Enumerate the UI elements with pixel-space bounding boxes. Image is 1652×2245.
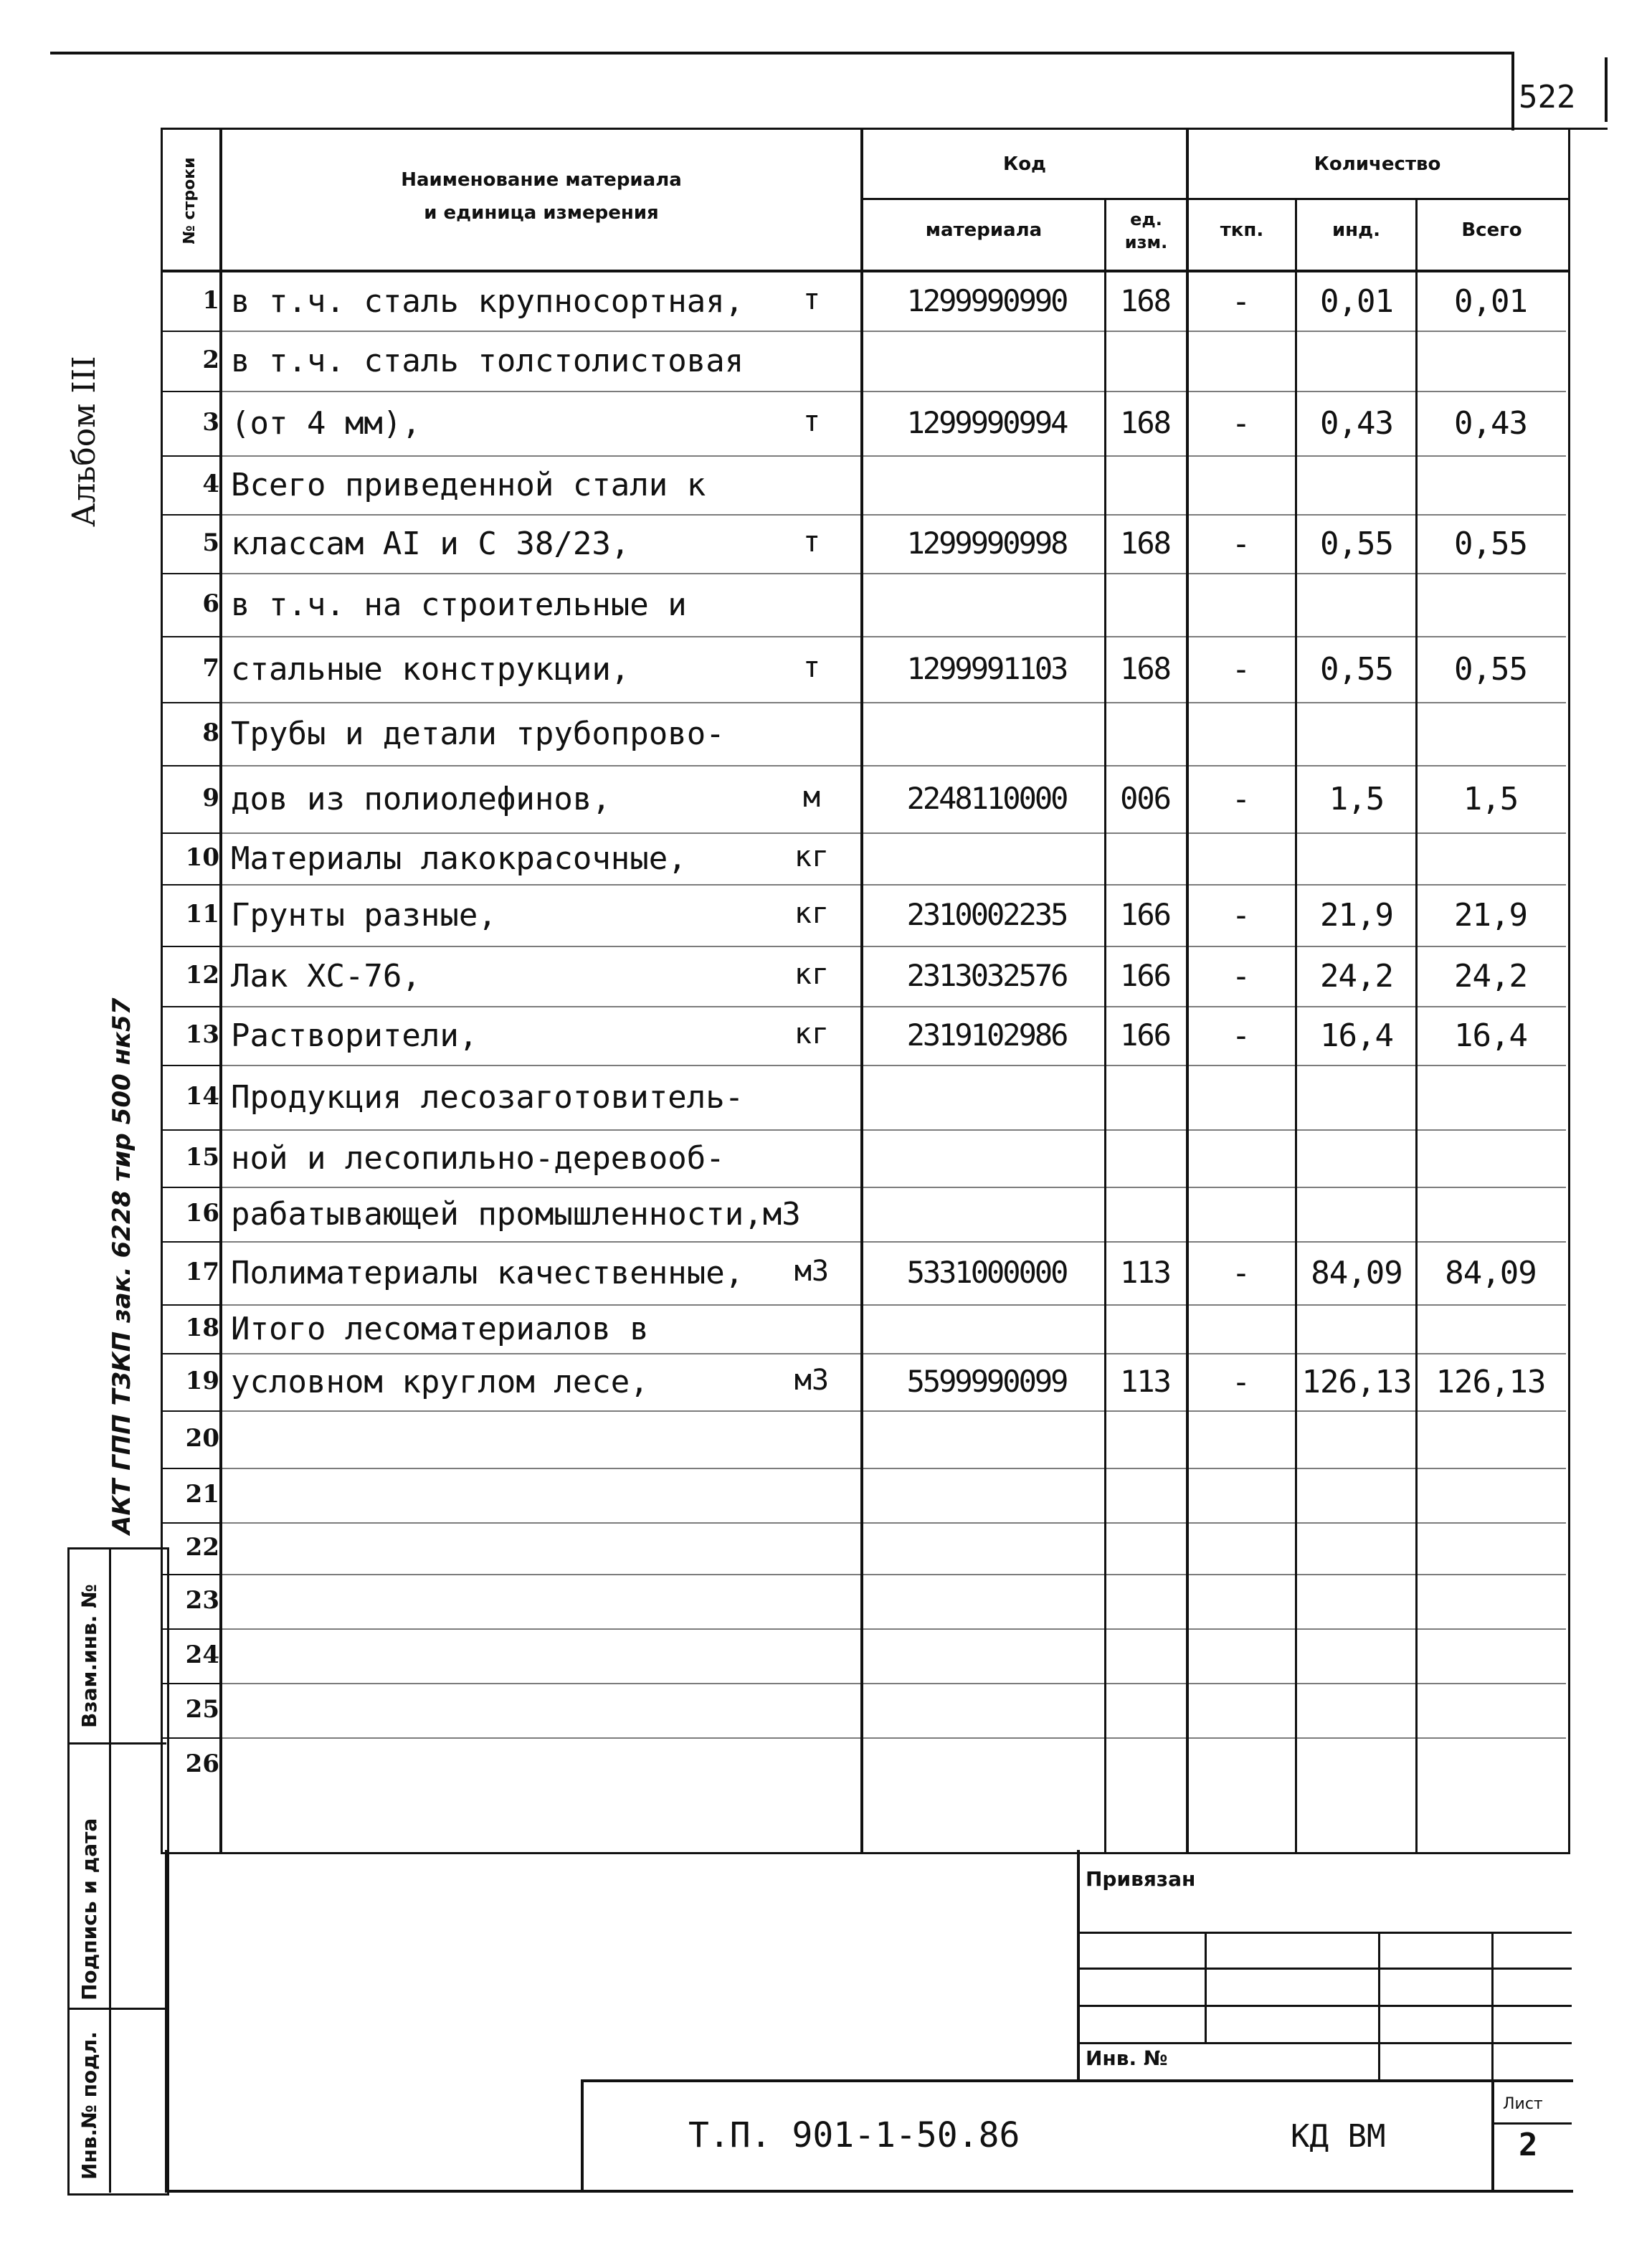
row-separator-wide bbox=[221, 1737, 1566, 1739]
row-material-code: 2248110000 bbox=[906, 781, 1067, 816]
row-qty-ind: 126,13 bbox=[1301, 1364, 1412, 1400]
row-separator bbox=[162, 1006, 221, 1007]
row-material-code: 1299990998 bbox=[906, 526, 1067, 561]
row-separator-wide bbox=[221, 1129, 1566, 1131]
row-material-name: условном круглом лесе, bbox=[231, 1364, 649, 1400]
row-number: 15 bbox=[185, 1143, 219, 1172]
row-separator bbox=[162, 765, 221, 766]
row-material-name: классам АI и С 38/23, bbox=[231, 526, 630, 562]
row-separator bbox=[162, 636, 221, 637]
inv-no-label: Инв. № bbox=[1086, 2046, 1168, 2070]
privyazan-line1 bbox=[1077, 1932, 1572, 1934]
header-name-line2: и единица измерения bbox=[424, 202, 659, 224]
row-separator bbox=[162, 331, 221, 332]
row-number: 8 bbox=[202, 718, 219, 747]
side-label-vzam-inv: Взам.инв. № bbox=[77, 1584, 101, 1728]
row-qty-total: 21,9 bbox=[1454, 897, 1527, 934]
row-number: 4 bbox=[202, 470, 219, 498]
row-qty-tkp: - bbox=[1231, 283, 1251, 320]
doc-block-sheet-mid bbox=[1491, 2122, 1572, 2125]
row-material-name: Лак ХС-76, bbox=[231, 958, 421, 995]
privyazan-line3 bbox=[1077, 2005, 1572, 2007]
row-number: 7 bbox=[202, 654, 219, 683]
row-number: 17 bbox=[185, 1258, 219, 1286]
row-separator-wide bbox=[221, 1304, 1566, 1306]
side-stamp-divider-v bbox=[109, 1547, 111, 2193]
row-separator bbox=[162, 1410, 221, 1412]
row-separator-wide bbox=[221, 1574, 1566, 1575]
sheet-number: 2 bbox=[1519, 2127, 1538, 2163]
print-stamp-label: АКТ ГПП ТЗКП зак. 6228 тир 500 нк57 bbox=[108, 997, 136, 1534]
row-unit-code: 168 bbox=[1120, 283, 1170, 318]
row-material-name: дов из полиолефинов, bbox=[231, 781, 611, 817]
row-number: 21 bbox=[185, 1480, 219, 1509]
row-number: 23 bbox=[185, 1586, 219, 1615]
row-number: 12 bbox=[185, 961, 219, 989]
row-qty-ind: 0,01 bbox=[1320, 283, 1393, 320]
row-separator-wide bbox=[221, 1187, 1566, 1188]
row-number: 24 bbox=[185, 1641, 219, 1669]
privyazan-left bbox=[1077, 1850, 1080, 2082]
row-separator bbox=[162, 1353, 221, 1354]
header-mid-line bbox=[860, 198, 1568, 200]
row-material-code: 5331000000 bbox=[906, 1255, 1067, 1290]
document-code: Т.П. 901-1-50.86 bbox=[688, 2115, 1020, 2155]
row-separator bbox=[162, 1574, 221, 1575]
document-mark: КД ВМ bbox=[1291, 2118, 1386, 2155]
row-qty-total: 16,4 bbox=[1454, 1017, 1527, 1054]
header-qty-ind: инд. bbox=[1331, 219, 1381, 241]
row-number: 13 bbox=[185, 1020, 219, 1049]
row-separator bbox=[162, 514, 221, 516]
row-separator bbox=[162, 702, 221, 703]
row-material-name: в т.ч. сталь толстолистовая bbox=[231, 343, 744, 379]
row-unit-code: 113 bbox=[1120, 1255, 1170, 1290]
row-unit-code: 168 bbox=[1120, 651, 1170, 686]
col-line-rowno bbox=[219, 128, 222, 1853]
row-separator bbox=[162, 391, 221, 392]
row-separator bbox=[162, 946, 221, 947]
row-qty-total: 84,09 bbox=[1445, 1255, 1537, 1291]
side-stamp-divider-h2 bbox=[67, 2008, 166, 2010]
row-number: 26 bbox=[185, 1750, 219, 1778]
row-number: 19 bbox=[185, 1367, 219, 1395]
row-material-name: Грунты разные, bbox=[231, 897, 497, 934]
row-material-name: Продукция лесозаготовитель- bbox=[231, 1079, 744, 1116]
row-separator bbox=[162, 1468, 221, 1469]
row-qty-tkp: - bbox=[1231, 526, 1251, 562]
row-separator bbox=[162, 455, 221, 457]
row-separator-wide bbox=[221, 636, 1566, 637]
doc-block-sheet-left bbox=[1491, 2079, 1494, 2193]
row-unit-code: 166 bbox=[1120, 958, 1170, 993]
row-qty-tkp: - bbox=[1231, 781, 1251, 817]
row-qty-tkp: - bbox=[1231, 1364, 1251, 1400]
row-material-code: 1299990994 bbox=[906, 405, 1067, 440]
title-block-bottom bbox=[165, 2190, 1573, 2193]
row-separator-wide bbox=[221, 331, 1566, 332]
row-unit: м3 bbox=[794, 1255, 830, 1288]
sheet-label: Лист bbox=[1503, 2095, 1543, 2113]
row-qty-total: 0,01 bbox=[1454, 283, 1527, 320]
row-material-code: 5599990099 bbox=[906, 1364, 1067, 1399]
header-code-material: материала bbox=[925, 219, 1043, 241]
row-material-name: Растворители, bbox=[231, 1017, 478, 1054]
row-separator bbox=[162, 573, 221, 574]
top-right-vertical bbox=[1511, 52, 1514, 130]
row-separator-wide bbox=[221, 391, 1566, 392]
row-unit: м3 bbox=[794, 1364, 830, 1397]
row-number: 5 bbox=[202, 528, 219, 557]
row-unit: м bbox=[802, 781, 821, 814]
row-unit: кг bbox=[794, 840, 830, 873]
row-material-name: Материалы лакокрасочные, bbox=[231, 840, 687, 877]
header-qty-total: Всего bbox=[1461, 219, 1522, 241]
row-separator-wide bbox=[221, 455, 1566, 457]
album-label: Альбом III bbox=[66, 356, 103, 527]
row-qty-total: 0,43 bbox=[1454, 405, 1527, 442]
row-material-name: в т.ч. на строительные и bbox=[231, 587, 687, 623]
row-material-name: Полиматериалы качественные, bbox=[231, 1255, 744, 1291]
corner-bracket-right bbox=[1605, 57, 1608, 122]
row-material-name: ной и лесопильно-деревооб- bbox=[231, 1140, 725, 1177]
row-separator-wide bbox=[221, 1522, 1566, 1524]
row-separator bbox=[162, 1187, 221, 1188]
row-unit: кг bbox=[794, 897, 830, 930]
row-separator-wide bbox=[221, 884, 1566, 886]
row-qty-total: 0,55 bbox=[1454, 651, 1527, 688]
row-material-name: стальные конструкции, bbox=[231, 651, 630, 688]
row-unit-code: 168 bbox=[1120, 526, 1170, 561]
row-number: 18 bbox=[185, 1314, 219, 1342]
row-qty-ind: 24,2 bbox=[1320, 958, 1393, 995]
row-material-code: 1299991103 bbox=[906, 651, 1067, 686]
header-bottom-line bbox=[161, 270, 1568, 272]
row-qty-ind: 0,55 bbox=[1320, 526, 1393, 562]
row-separator bbox=[162, 884, 221, 886]
row-material-code: 2319102986 bbox=[906, 1017, 1067, 1053]
row-unit: т bbox=[802, 405, 821, 438]
row-separator-wide bbox=[221, 702, 1566, 703]
row-separator-wide bbox=[221, 832, 1566, 834]
privyazan-col3 bbox=[1491, 1932, 1494, 2082]
privyazan-col2 bbox=[1378, 1932, 1380, 2082]
row-number: 11 bbox=[185, 900, 219, 929]
row-unit: т bbox=[802, 283, 821, 316]
row-qty-tkp: - bbox=[1231, 1017, 1251, 1054]
row-number: 16 bbox=[185, 1199, 219, 1228]
row-number: 22 bbox=[185, 1533, 219, 1562]
side-label-inv-podl: Инв.№ подл. bbox=[77, 2031, 101, 2180]
sheet-corner-number: 522 bbox=[1519, 79, 1576, 115]
row-qty-ind: 21,9 bbox=[1320, 897, 1393, 934]
row-material-code: 1299990990 bbox=[906, 283, 1067, 318]
row-material-code: 2313032576 bbox=[906, 958, 1067, 993]
row-number: 14 bbox=[185, 1082, 219, 1111]
header-name-line1: Наименование материала bbox=[401, 169, 682, 191]
row-separator bbox=[162, 1129, 221, 1131]
row-material-name: Итого лесоматериалов в bbox=[231, 1311, 649, 1347]
row-separator-wide bbox=[221, 1628, 1566, 1630]
row-qty-ind: 0,55 bbox=[1320, 651, 1393, 688]
row-material-name: Всего приведенной стали к bbox=[231, 467, 706, 503]
row-separator-wide bbox=[221, 1006, 1566, 1007]
privyazan-line4 bbox=[1077, 2042, 1572, 2044]
row-separator-wide bbox=[221, 1468, 1566, 1469]
header-qty-tkp: ткп. bbox=[1220, 219, 1264, 241]
header-row-no: № строки bbox=[181, 157, 199, 245]
top-border-line bbox=[50, 52, 1513, 54]
row-qty-tkp: - bbox=[1231, 651, 1251, 688]
row-unit: т bbox=[802, 651, 821, 684]
header-quantity: Количество bbox=[1314, 153, 1441, 175]
row-unit-code: 113 bbox=[1120, 1364, 1170, 1399]
privyazan-col1 bbox=[1205, 1932, 1207, 2042]
row-number: 20 bbox=[185, 1424, 219, 1453]
row-separator bbox=[162, 1065, 221, 1066]
side-label-podpis-data: Подпись и дата bbox=[77, 1818, 101, 2000]
row-separator bbox=[162, 1683, 221, 1684]
row-number: 9 bbox=[202, 784, 219, 812]
row-separator-wide bbox=[221, 573, 1566, 574]
row-qty-tkp: - bbox=[1231, 1255, 1251, 1291]
row-separator-wide bbox=[221, 1241, 1566, 1243]
doc-block-left bbox=[581, 2079, 584, 2193]
row-qty-ind: 16,4 bbox=[1320, 1017, 1393, 1054]
row-number: 1 bbox=[202, 286, 219, 315]
row-unit-code: 166 bbox=[1120, 1017, 1170, 1053]
row-separator-wide bbox=[221, 1065, 1566, 1066]
row-unit: т bbox=[802, 526, 821, 559]
row-separator-wide bbox=[221, 1683, 1566, 1684]
side-stamp-divider-h1 bbox=[67, 1742, 166, 1745]
row-separator bbox=[162, 1241, 221, 1243]
row-number: 25 bbox=[185, 1695, 219, 1724]
row-number: 6 bbox=[202, 589, 219, 618]
row-material-name: рабатывающей промышленности,м3 bbox=[231, 1196, 801, 1233]
row-qty-ind: 0,43 bbox=[1320, 405, 1393, 442]
row-qty-total: 126,13 bbox=[1435, 1364, 1546, 1400]
title-block-left bbox=[165, 1850, 168, 2193]
row-unit-code: 168 bbox=[1120, 405, 1170, 440]
row-separator bbox=[162, 1522, 221, 1524]
row-qty-tkp: - bbox=[1231, 958, 1251, 995]
row-number: 10 bbox=[185, 843, 219, 872]
header-code-unit: ед. изм. bbox=[1124, 209, 1168, 252]
row-qty-tkp: - bbox=[1231, 405, 1251, 442]
row-unit-code: 006 bbox=[1120, 781, 1170, 816]
row-separator bbox=[162, 1737, 221, 1739]
row-separator bbox=[162, 1628, 221, 1630]
row-qty-ind: 84,09 bbox=[1311, 1255, 1402, 1291]
row-number: 2 bbox=[202, 346, 219, 374]
row-qty-total: 1,5 bbox=[1463, 781, 1519, 817]
row-separator-wide bbox=[221, 1353, 1566, 1354]
row-number: 3 bbox=[202, 408, 219, 437]
row-material-name: (от 4 мм), bbox=[231, 405, 421, 442]
row-separator bbox=[162, 832, 221, 834]
row-material-code: 2310002235 bbox=[906, 897, 1067, 932]
row-separator-wide bbox=[221, 514, 1566, 516]
row-material-name: в т.ч. сталь крупносортная, bbox=[231, 283, 744, 320]
privyazan-label: Привязан bbox=[1086, 1867, 1196, 1891]
row-unit: кг bbox=[794, 958, 830, 991]
header-code: Код bbox=[1002, 153, 1047, 175]
row-qty-total: 24,2 bbox=[1454, 958, 1527, 995]
row-material-name: Трубы и детали трубопрово- bbox=[231, 716, 725, 752]
row-separator-wide bbox=[221, 1410, 1566, 1412]
doc-block-top bbox=[581, 2079, 1573, 2082]
row-qty-tkp: - bbox=[1231, 897, 1251, 934]
row-separator-wide bbox=[221, 765, 1566, 766]
row-unit: кг bbox=[794, 1017, 830, 1050]
row-unit-code: 166 bbox=[1120, 897, 1170, 932]
row-qty-total: 0,55 bbox=[1454, 526, 1527, 562]
row-separator-wide bbox=[221, 946, 1566, 947]
row-qty-ind: 1,5 bbox=[1329, 781, 1385, 817]
privyazan-line2 bbox=[1077, 1968, 1572, 1970]
row-separator bbox=[162, 1304, 221, 1306]
